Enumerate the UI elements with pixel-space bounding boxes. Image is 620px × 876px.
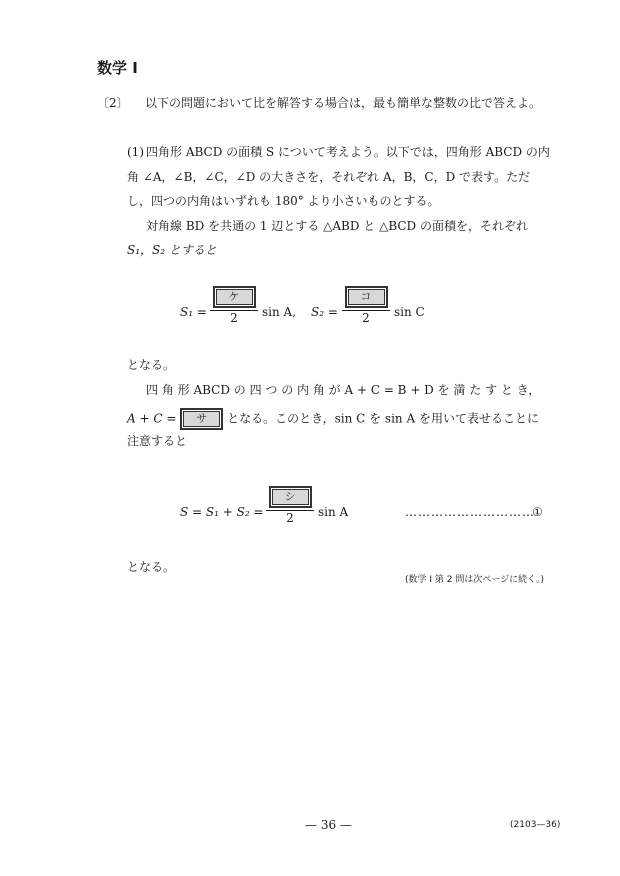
document-code: (2103—36) bbox=[510, 820, 561, 830]
eq1-s2-denominator: 2 bbox=[362, 311, 370, 325]
problem-text-line7: 四 角 形 ABCD の 四 つ の 内 角 が A + C = B + D を 満 た す と き， bbox=[146, 383, 541, 397]
problem-text-line5: S₁，S₂ とすると bbox=[127, 243, 217, 257]
eq1-s1-denominator: 2 bbox=[230, 311, 238, 325]
eq1-s2-fraction bbox=[342, 286, 390, 325]
answer-box-ke[interactable]: ケ bbox=[213, 286, 256, 308]
eq2-leader-dots: ………………………… bbox=[405, 505, 535, 519]
problem-number: (1) bbox=[127, 145, 144, 159]
problem-text-line4: 対角線 BD を共通の 1 辺とする △ABD と △BCD の面積を，それぞれ bbox=[146, 219, 528, 233]
problem-text-line9: 注意すると bbox=[127, 434, 188, 448]
eq2-lhs: S = S₁ + S₂ = bbox=[180, 505, 264, 519]
page-number: — 36 — bbox=[305, 818, 352, 832]
eq2-denominator: 2 bbox=[286, 511, 294, 525]
answer-box-shi[interactable]: シ bbox=[269, 486, 312, 508]
eq2-tail: sin A bbox=[318, 505, 349, 519]
page-title: 数学 I bbox=[97, 59, 138, 77]
eq1-s1-tail: sin A, bbox=[262, 305, 297, 319]
section-instruction: 以下の問題において比を解答する場合は，最も簡単な整数の比で答えよ。 bbox=[145, 96, 542, 110]
problem-text-line1: 四角形 ABCD の面積 S について考えよう。以下では，四角形 ABCD の内 bbox=[146, 145, 550, 159]
problem-text-line6: となる。 bbox=[127, 358, 176, 372]
problem-text-line10: となる。 bbox=[127, 560, 176, 574]
section-number: 〔2〕 bbox=[97, 96, 129, 110]
eq1-s1-lhs: S₁ = bbox=[180, 305, 207, 319]
answer-box-ko[interactable]: コ bbox=[345, 286, 388, 308]
eq2-label: ① bbox=[532, 505, 543, 519]
answer-box-sa[interactable]: サ bbox=[180, 408, 223, 430]
eq2-fraction bbox=[266, 486, 314, 525]
eq1-s2-tail: sin C bbox=[394, 305, 425, 319]
problem-text-line8 bbox=[127, 408, 539, 430]
eq1-s2-lhs: S₂ = bbox=[311, 305, 338, 319]
problem-text-line2: 角 ∠A，∠B，∠C，∠D の大きさを，それぞれ A，B，C，D で表す。ただ bbox=[127, 170, 531, 184]
line8-pre: A + C = bbox=[127, 411, 177, 426]
eq1-s1-fraction bbox=[210, 286, 258, 325]
line8-post: となる。このとき，sin C を sin A を用いて表せることに bbox=[227, 411, 539, 426]
continue-note: (数学 I 第 2 問は次ページに続く。) bbox=[405, 575, 544, 585]
problem-text-line3: し，四つの内角はいずれも 180° より小さいものとする。 bbox=[127, 194, 440, 208]
